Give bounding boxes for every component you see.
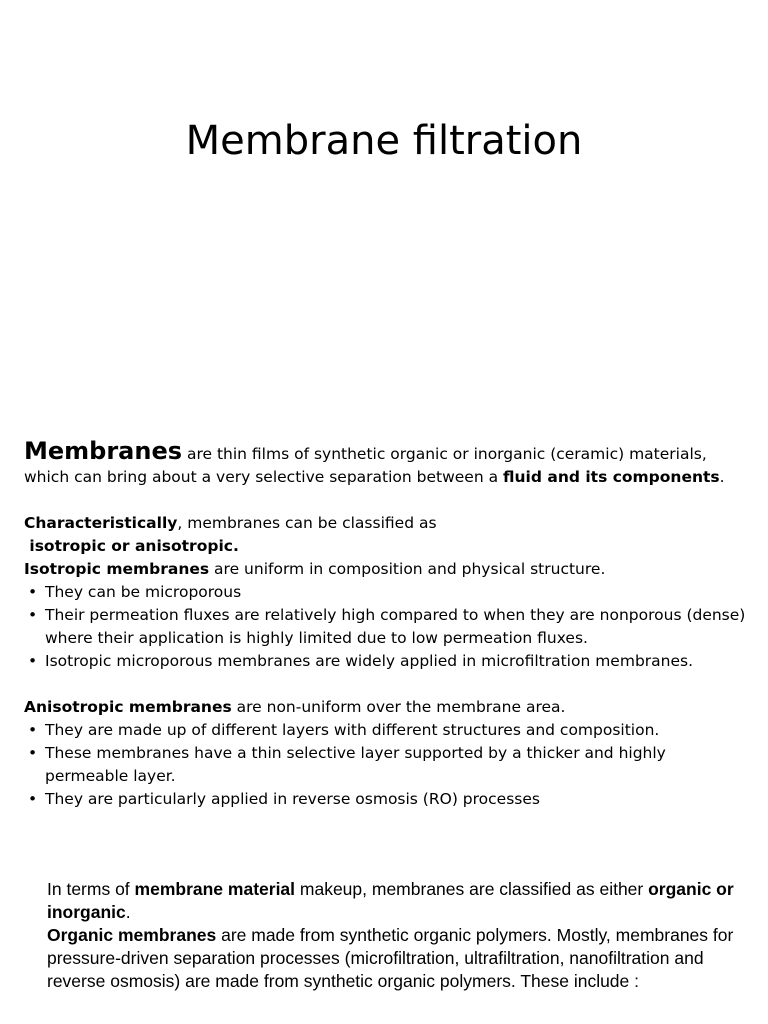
intro-text-2: . [719,468,725,486]
material-bold-2: organic or inorganic [47,879,734,922]
anisotropic-heading-text: are non-uniform over the membrane area. [231,698,566,716]
isotropic-heading [24,558,754,581]
anisotropic-heading-bold: Anisotropic membranes [24,698,232,716]
material-paragraph [47,878,737,924]
membranes-overview-section [24,437,754,811]
list-item: • They can be microporous [24,581,754,604]
anisotropic-bullet-list [24,719,754,811]
intro-paragraph [24,437,754,489]
isotropic-heading-bold: Isotropic membranes [24,560,210,578]
classes-line [24,535,754,558]
list-item: • These membranes have a thin selective layer supported by a thicker and highly permeable layer. [24,742,754,788]
membrane-material-section [47,878,737,993]
material-bold-1: membrane material [134,879,296,899]
isotropic-bullet-list [24,581,754,673]
intro-term: Membranes [24,437,183,465]
page-title: Membrane filtration [185,118,583,164]
characteristics-lead: Characteristically [24,514,178,532]
organic-bold: Organic membranes [47,925,217,945]
isotropic-heading-text: are uniform in composition and physical structure. [209,560,606,578]
material-text-1: In terms of [47,879,135,899]
characteristics-text: , membranes can be classified as [177,514,437,532]
material-text-3: . [125,902,131,922]
intro-text-1: are thin films of synthetic organic or inorganic (ceramic) materials, which can bring about a very selective separation between a [24,445,707,486]
list-item: • Isotropic microporous membranes are widely applied in microfiltration membranes. [24,650,754,673]
organic-text: are made from synthetic organic polymers. Mostly, membranes for pressure-driven separation processes (microfiltration, ultrafiltration, nanofiltration and reverse osmosis) are made from synthetic organic polymers. These include : [47,925,734,991]
intro-bold: fluid and its components [503,468,720,486]
list-item: • Their permeation fluxes are relatively high compared to when they are nonporous (dense) where their application is highly limited due to low permeation fluxes. [24,604,754,650]
organic-paragraph [47,924,737,993]
classes-bold: isotropic or anisotropic. [24,537,239,555]
anisotropic-heading [24,696,754,719]
material-text-2: makeup, membranes are classified as either [295,879,649,899]
characteristics-line [24,512,754,535]
list-item: • They are particularly applied in reverse osmosis (RO) processes [24,788,754,811]
list-item: • They are made up of different layers with different structures and composition. [24,719,754,742]
